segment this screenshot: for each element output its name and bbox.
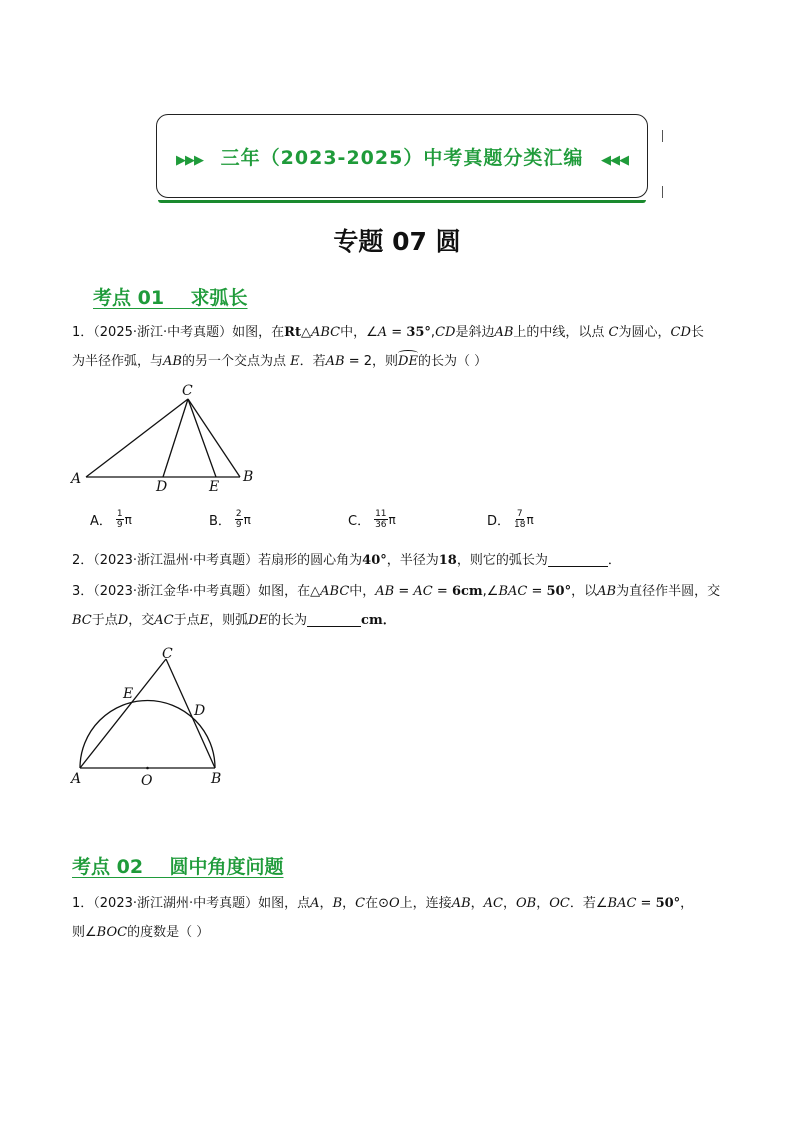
question-text: ，以 [571,584,598,599]
banner-tick-mark [662,186,663,198]
question-source: （2023·浙江金华·中考真题） [93,584,259,599]
question-text: 则∠ [72,925,97,940]
math-text: AB [597,584,617,599]
option-letter: A． [90,514,112,529]
question-text: 的度数是（ ） [127,925,210,940]
question-text: ， [503,896,517,911]
arc-symbol [398,350,418,356]
pi-symbol: π [526,512,534,527]
question-text: 上的中线，以点 [513,325,609,340]
question-text: △ [300,325,311,340]
math-text: E [199,613,210,628]
unit-text: cm． [361,613,396,628]
question-text: 中， [349,584,376,599]
question-number: 1． [72,325,94,340]
math-text: E [290,354,300,369]
math-text: AC [483,896,503,911]
right-arrow-icon: ▶▶▶ [176,152,204,168]
question-source: （2023·浙江温州·中考真题） [93,553,259,568]
fraction-denominator: 36 [375,520,387,530]
pi-symbol: π [388,512,396,527]
question-text: ．若 [299,354,326,369]
banner-underline [158,200,646,203]
math-text: B [332,896,343,911]
option-letter: B． [209,514,231,529]
fraction-numerator: 1 [116,509,123,519]
math-text: AB [494,325,514,340]
question-text: ．若∠ [569,896,608,911]
option-c[interactable] [348,509,396,530]
math-text: AB [375,584,395,599]
math-text: OC [549,896,570,911]
math-text: ABC [320,584,350,599]
section-heading-2: 考点 02 圆中角度问题 [72,856,284,878]
fraction-denominator: 9 [116,520,123,530]
fraction-numerator: 7 [516,509,523,519]
label-a: A [71,471,82,487]
question-text: ，交 [128,613,155,628]
page-title: 专题 07 圆 [333,227,461,256]
option-letter: C． [348,514,371,529]
center-point [146,767,149,770]
left-arrow-icon: ◀◀◀ [600,152,628,168]
math-text: 35° [406,325,431,340]
fraction [374,509,387,530]
fraction-denominator: 9 [235,520,242,530]
question-text: ，则弧 [209,613,249,628]
answer-blank[interactable] [548,552,608,567]
math-text: DE [248,613,269,628]
math-text: 6cm [451,584,483,599]
math-text: 18 [438,553,457,568]
banner-title-row [176,143,628,170]
question-text: ， [536,896,550,911]
label-b: B [243,469,254,485]
question-text: ,∠ [482,584,499,599]
label-a: A [71,771,82,787]
title-banner [156,114,648,198]
math-text: AB [325,354,345,369]
math-text: A [377,325,388,340]
math-text: Rt [284,325,301,340]
question-text: 为圆心， [618,325,671,340]
math-text: 40° [362,553,387,568]
question-number: 2． [72,553,94,568]
figure-triangle-1 [68,378,268,496]
question-text: ， [680,896,694,911]
question-2 [72,546,728,575]
question-text: 长 [690,325,704,340]
math-text: 50° [655,896,681,911]
question-text: ． [607,553,621,568]
banner-title: 三年（2023-2025）中考真题分类汇编 [220,146,584,169]
question-text: 的另一个交点为点 [181,354,291,369]
question-text: 是斜边 [455,325,495,340]
question-number: 1． [72,896,94,911]
pi-symbol: π [243,512,251,527]
question-text: ， [319,896,333,911]
question-text: 上，连接 [399,896,452,911]
question-text: = [527,584,547,599]
option-d[interactable] [487,509,534,530]
math-text: C [608,325,619,340]
math-text: C [355,896,366,911]
label-c: C [182,383,193,399]
question-text: 为直径作半圆，交 [616,584,721,599]
option-b[interactable] [209,509,251,530]
question-1 [72,318,728,376]
math-text: D [117,613,129,628]
section-heading-1: 考点 01 求弧长 [93,287,248,309]
fraction [514,509,525,530]
question-text: 于点 [173,613,200,628]
label-b: B [211,771,222,787]
fraction-denominator: 18 [514,520,526,530]
math-text: AC [413,584,433,599]
question-text: ，半径为 [386,553,439,568]
fraction [116,509,124,530]
label-d: D [156,479,168,495]
arc-notation: DE [398,347,418,376]
option-letter: D． [487,514,511,529]
math-text: ABC [310,325,341,340]
question-text: = [394,584,414,599]
question-text: 的长为（ ） [417,354,488,369]
math-text: AB [451,896,471,911]
question-text: = [636,896,656,911]
fraction-numerator: 11 [375,509,387,519]
math-text: OB [516,896,537,911]
math-text: AC [154,613,174,628]
question-text: = 2，则 [344,354,399,369]
math-text: BC [72,613,92,628]
question-4 [72,889,728,947]
label-e: E [123,686,134,702]
math-text: A [310,896,320,911]
question-text: , [430,325,436,340]
question-text: ，则它的弧长为 [456,553,548,568]
fraction-numerator: 2 [235,509,242,519]
question-text: 中，∠ [340,325,378,340]
question-text: 的长为 [268,613,308,628]
answer-blank[interactable] [307,612,361,627]
figure-semicircle-2 [68,642,238,792]
math-text: CD [435,325,456,340]
math-text: AB [163,354,182,369]
question-text: 如图，在 [232,325,285,340]
math-text: BAC [607,896,637,911]
question-3 [72,577,728,635]
question-source: （2023·浙江湖州·中考真题） [93,896,259,911]
banner-tick-mark [662,130,663,142]
label-e: E [209,479,220,495]
fraction [235,509,243,530]
question-text: 如图，点 [258,896,311,911]
label-d: D [194,703,206,719]
question-text: ， [470,896,484,911]
math-text: O [389,896,400,911]
question-text: 若扇形的圆心角为 [258,553,363,568]
question-text: = [432,584,452,599]
label-c: C [162,646,173,662]
pi-symbol: π [124,512,132,527]
question-text: ， [342,896,356,911]
math-text: CD [670,325,691,340]
question-text: 如图，在△ [258,584,321,599]
question-text: 为半径作弧，与 [72,354,164,369]
label-o: O [141,773,153,789]
question-source: （2025·浙江·中考真题） [93,325,233,340]
question-text: 在⊙ [365,896,389,911]
question-text: 于点 [91,613,118,628]
question-number: 3． [72,584,94,599]
option-a[interactable] [90,509,132,530]
math-text: 50° [546,584,572,599]
math-text: BAC [498,584,528,599]
question-text: = [387,325,407,340]
math-text: BOC [96,925,128,940]
